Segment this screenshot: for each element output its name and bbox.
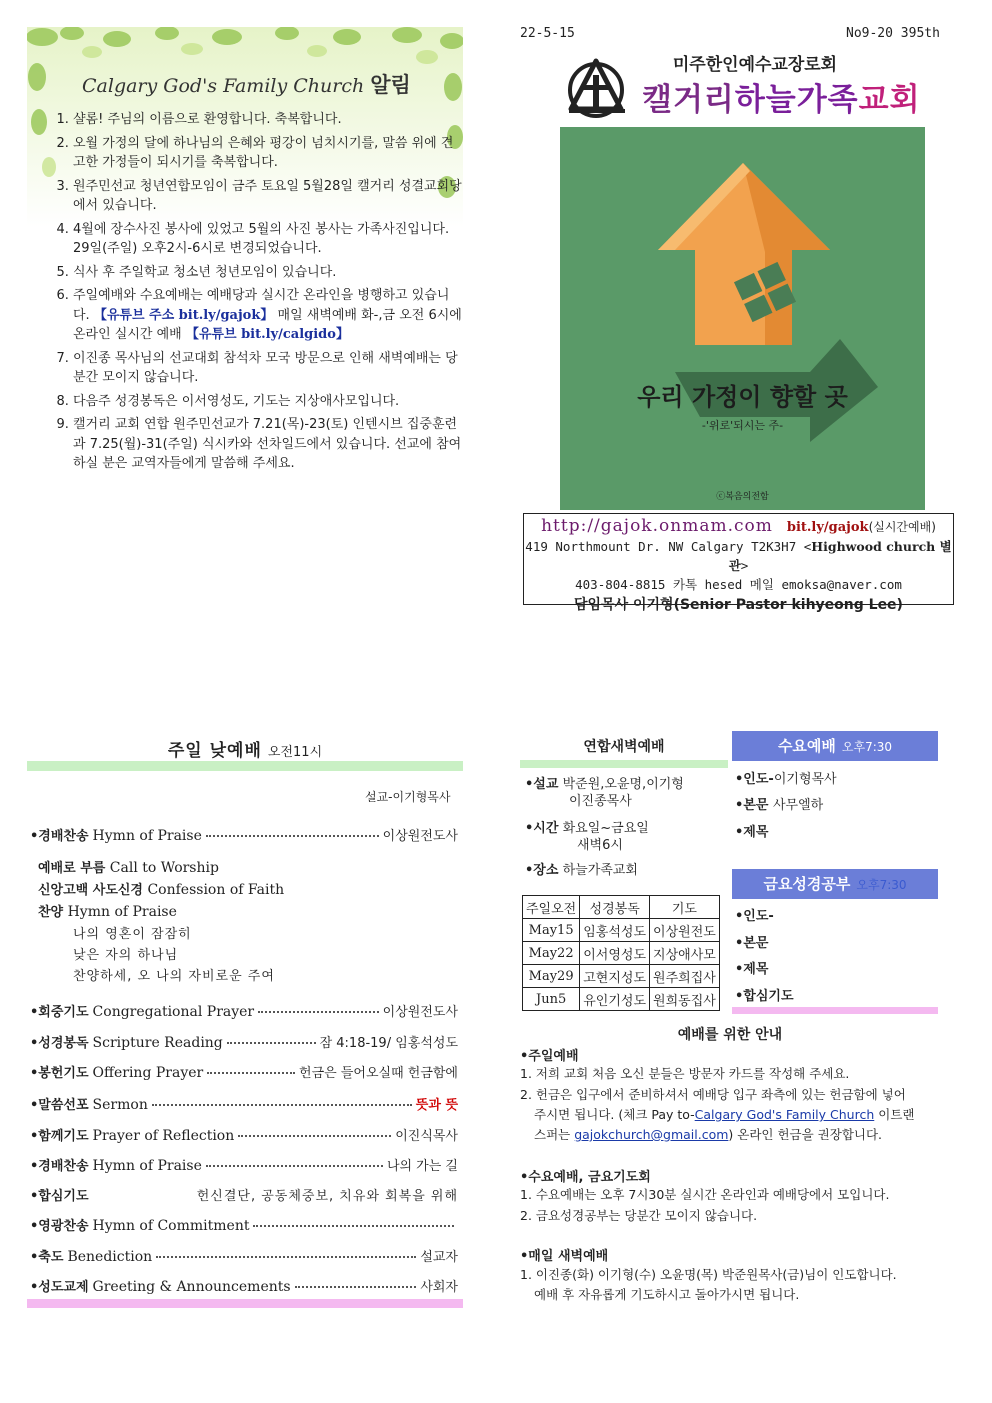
youtube-link[interactable]: bit.ly/gajok	[786, 520, 869, 535]
guide-sunday-head: •주일예배	[520, 1049, 579, 1064]
table-header-row: 주일오전 성경봉독 기도	[523, 896, 720, 919]
notice-panel	[27, 27, 463, 497]
order-praise: 찬양 Hymn of Praise	[38, 904, 177, 920]
friday-text: •본문	[735, 936, 769, 951]
friday-leader: •인도-	[735, 909, 774, 924]
church-email-link[interactable]: gajokchurch@gmail.com	[574, 1127, 729, 1142]
house-arrow-illustration	[560, 127, 925, 510]
sunday-service-title: 주일 낮예배 오전11시	[167, 741, 323, 761]
notice-item-online: 6. 주일예배와 수요예배는 예배당과 실시간 온라인을 병행하고 있습니다. 【유튜브 주소 bit.ly/gajok】 매일 새벽예배 화-,금 오전 6시에 온라인 실시간 예배 【유튜브 bit.ly/calgido】	[73, 286, 465, 345]
dawn-place: •장소 하늘가족교회	[525, 863, 638, 878]
order-prayer-of-reflection: •함께기도 Prayer of Reflection 이진식목사	[30, 1128, 458, 1144]
friday-unison-prayer: •합심기도	[735, 989, 794, 1004]
notice-item: 9. 캘거리 교회 연합 원주민선교가 7.21(목)-23(토) 인텐시브 집중훈련과 7.25(월)-31(주일) 식시카와 선차일드에서 있습니다. 선교에 참여하실 분은 교역자들에게 말씀해 주세요.	[73, 415, 465, 474]
order-unison-prayer: •합심기도 헌신결단, 공동체중보, 치유와 회복을 위해	[30, 1189, 458, 1204]
table-row: May29 고현지성도 원주희집사	[523, 965, 720, 988]
senior-pastor: 담임목사 이기형(Senior Pastor kihyeong Lee)	[574, 597, 903, 613]
guide-line: 예배 후 자유롭게 기도하시고 돌아가시면 됩니다.	[534, 1287, 800, 1302]
order-call-to-worship: 예배로 부름 Call to Worship	[38, 860, 219, 876]
order-greeting: •성도교제 Greeting & Announcements 사회자	[30, 1279, 458, 1295]
issue-number: No9-20 395th	[846, 26, 940, 41]
cover-subtitle: -'위로'되시는 주-	[701, 419, 784, 432]
table-row: May22 이서영성도 지상애사모	[523, 942, 720, 965]
guide-line: 1. 수요예배는 오후 7시30분 실시간 온라인과 예배당에서 모입니다.	[520, 1187, 890, 1202]
cover-credit: ⓒ복음의전함	[716, 492, 769, 502]
worship-guide-title: 예배를 위한 안내	[677, 1027, 783, 1043]
section-divider	[520, 760, 728, 768]
dawn-service-title: 연합새벽예배	[583, 739, 665, 755]
notice-title	[82, 69, 462, 99]
contact-info: 403-804-8815 카톡 hesed 메일 emoksa@naver.com	[575, 577, 902, 592]
youtube-calgido-link[interactable]: 【유튜브 bit.ly/calgido】	[185, 327, 349, 342]
church-payee-link[interactable]: Calgary God's Family Church	[694, 1107, 875, 1122]
wednesday-subject: •제목	[735, 825, 769, 840]
dawn-time: •시간 화요일~금요일 새벽6시	[525, 821, 649, 853]
praise-song: 나의 영혼이 잠잠히	[73, 927, 192, 942]
notice-item: 7. 이진종 목사님의 선교대회 참석차 모국 방문으로 인해 새벽예배는 당분간 모이지 않습니다.	[73, 349, 465, 388]
preacher: 설교-이기형목사	[365, 790, 451, 804]
order-confession: 신앙고백 사도신경 Confession of Faith	[38, 882, 285, 898]
church-logo-icon	[563, 57, 633, 121]
cover-title: 우리 가정이 향할 곳	[637, 383, 848, 411]
notice-item: 3. 원주민선교 청년연합모임이 금주 토요일 5월28일 캘거리 성결교회당에서 있습니다.	[73, 177, 465, 216]
notice-label: 알림	[370, 73, 411, 97]
wednesday-service-header: 수요예배 오후7:30	[732, 731, 938, 761]
table-row: Jun5 유인기성도 원희동집사	[523, 988, 720, 1011]
dawn-preachers: •설교 박준원,오윤명,이기형 이진종목사	[525, 777, 684, 809]
friday-study-header: 금요성경공부 오후7:30	[732, 869, 938, 899]
church-english-name: Calgary God's Family Church	[82, 75, 365, 97]
church-website-link[interactable]: http://gajok.onmam.com	[541, 516, 773, 536]
address: 419 Northmount Dr. NW Calgary T2K3H7 <Highwood church 별관>	[525, 539, 952, 573]
section-divider	[27, 761, 463, 771]
bulletin-date: 22-5-15	[520, 26, 575, 41]
order-offering-prayer: •봉헌기도 Offering Prayer 헌금은 들어오실때 헌금함에	[30, 1065, 458, 1081]
order-hymn-of-praise-2: •경배찬송 Hymn of Praise 나의 가는 길	[30, 1158, 458, 1174]
church-name: 캘거리하늘가족교회	[642, 82, 921, 118]
notice-item: 4. 4월에 장수사진 봉사에 있었고 5월의 사진 봉사는 가족사진입니다. 29일(주일) 오후2시-6시로 변경되었습니다.	[73, 220, 465, 259]
friday-subject: •제목	[735, 962, 769, 977]
order-congregational-prayer: •회중기도 Congregational Prayer 이상원전도사	[30, 1004, 458, 1020]
church-info-box	[523, 513, 954, 613]
wednesday-text: •본문 사무엘하	[735, 798, 824, 813]
praise-song: 찬양하세, 오 나의 자비로운 주여	[73, 969, 275, 984]
section-divider	[27, 1299, 463, 1308]
url-line: http://gajok.onmam.com bit.ly/gajok(실시간예배)	[541, 516, 936, 536]
cover-image	[560, 127, 925, 510]
reading-prayer-schedule-table	[522, 895, 720, 1011]
table-row: May15 임홍석성도 이상원전도	[523, 919, 720, 942]
notice-item: 8. 다음주 성경봉독은 이서영성도, 기도는 지상애사모입니다.	[73, 392, 465, 412]
order-hymn-of-commitment: •영광찬송 Hymn of Commitment	[30, 1215, 458, 1234]
praise-song: 낮은 자의 하나님	[73, 948, 179, 963]
notice-item: 2. 오월 가정의 달에 하나님의 은혜와 평강이 넘치시기를, 말씀 위에 견고한 가정들이 되시기를 축복합니다.	[73, 134, 465, 173]
guide-dawn-head: •매일 새벽예배	[520, 1249, 609, 1264]
order-hymn-of-praise: •경배찬송 Hymn of Praise 이상원전도사	[30, 828, 458, 844]
order-sermon: •말씀선포 Sermon 뜻과 뜻	[30, 1094, 458, 1113]
section-divider	[732, 1007, 938, 1014]
order-scripture-reading: •성경봉독 Scripture Reading 잠 4:18-19/ 임홍석성도	[30, 1035, 458, 1051]
wednesday-leader: •인도-이기형목사	[735, 772, 837, 787]
notice-item: 5. 식사 후 주일학교 청소년 청년모임이 있습니다.	[73, 263, 465, 283]
notice-list	[45, 110, 465, 478]
youtube-gajok-link[interactable]: 【유튜브 주소 bit.ly/gajok】	[93, 307, 274, 323]
order-benediction: •축도 Benediction 설교자	[30, 1249, 458, 1265]
guide-line: 2. 금요성경공부는 당분간 모이지 않습니다.	[520, 1208, 758, 1223]
sermon-title: 뜻과 뜻	[415, 1098, 458, 1113]
denomination-name: 미주한인예수교장로회	[672, 55, 838, 75]
guide-offering: 2. 헌금은 입구에서 준비하셔서 예배당 입구 좌측에 있는 헌금함에 넣어 주시면 됩니다. (체크 Pay to-Calgary God's Family Church 이트랜 스퍼는 gajokchurch@gmail.com) 온라인 헌금을 권장합니다.	[520, 1087, 915, 1142]
guide-line: 1. 이진종(화) 이기형(수) 오윤명(목) 박준원목사(금)님이 인도합니다.	[520, 1267, 897, 1282]
notice-item: 1. 샬롬! 주님의 이름으로 환영합니다. 축복합니다.	[73, 110, 465, 130]
guide-wednesday-head: •수요예배, 금요기도회	[520, 1170, 651, 1185]
guide-line: 1. 저희 교회 처음 오신 분들은 방문자 카드를 작성해 주세요.	[520, 1066, 850, 1081]
